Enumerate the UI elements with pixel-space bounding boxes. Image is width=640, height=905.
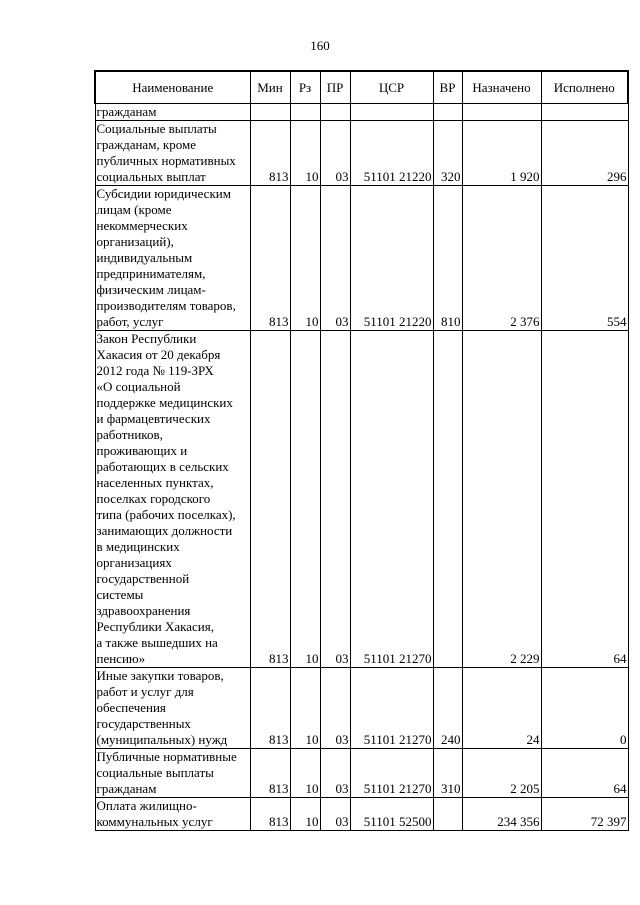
table-row [95,749,628,798]
row-vr: 320 [433,121,462,186]
table-row [95,186,628,331]
row-name: Публичные нормативные социальные выплаты гражданам [95,749,250,798]
row-rz: 10 [290,186,320,331]
budget-table [94,70,629,831]
row-assigned: 24 [462,668,541,749]
row-executed [541,104,628,121]
row-assigned [462,104,541,121]
row-vr: 310 [433,749,462,798]
row-pr: 03 [320,186,350,331]
row-min [250,104,290,121]
row-executed: 296 [541,121,628,186]
row-rz: 10 [290,121,320,186]
row-pr: 03 [320,798,350,831]
row-name: Социальные выплаты гражданам, кроме публичных нормативных социальных выплат [95,121,250,186]
header-csr: ЦСР [350,71,433,104]
header-row [95,71,628,104]
row-csr: 51101 52500 [350,798,433,831]
table-row [95,121,628,186]
row-vr: 240 [433,668,462,749]
row-name: Субсидии юридическим лицам (кроме некоммерческих организаций), индивидуальным предпринимателям, физическим лицам- производителям товаров, работ, услуг [95,186,250,331]
row-min: 813 [250,749,290,798]
row-assigned: 2 229 [462,331,541,668]
header-name: Наименование [95,71,250,104]
page-number: 160 [310,38,330,53]
row-pr: 03 [320,668,350,749]
row-name: Оплата жилищно- коммунальных услуг [95,798,250,831]
row-executed: 72 397 [541,798,628,831]
row-executed: 64 [541,749,628,798]
header-pr: ПР [320,71,350,104]
row-name: Иные закупки товаров, работ и услуг для обеспечения государственных (муниципальных) нужд [95,668,250,749]
row-min: 813 [250,798,290,831]
header-rz: Рз [290,71,320,104]
row-rz [290,104,320,121]
row-min: 813 [250,186,290,331]
row-name: Закон Республики Хакасия от 20 декабря 2012 года № 119-ЗРХ «О социальной поддержке медицинских и фармацевтических работников, проживающих и работающих в сельских населенных пунктах, поселках городского типа (рабочих поселках), занимающих должности в медицинских организациях государственной системы здравоохранения Республики Хакасия, а также вышедших на пенсию» [95,331,250,668]
table-row [95,798,628,831]
row-min: 813 [250,121,290,186]
row-vr [433,798,462,831]
row-vr: 810 [433,186,462,331]
table-row [95,668,628,749]
row-executed: 554 [541,186,628,331]
row-vr [433,331,462,668]
row-csr: 51101 21270 [350,331,433,668]
row-min: 813 [250,331,290,668]
row-assigned: 2 205 [462,749,541,798]
row-csr: 51101 21270 [350,749,433,798]
row-min: 813 [250,668,290,749]
header-assigned: Назначено [462,71,541,104]
row-csr [350,104,433,121]
row-pr: 03 [320,121,350,186]
row-name: гражданам [95,104,250,121]
row-assigned: 2 376 [462,186,541,331]
row-pr [320,104,350,121]
row-rz: 10 [290,798,320,831]
row-csr: 51101 21220 [350,186,433,331]
row-pr: 03 [320,331,350,668]
row-executed: 0 [541,668,628,749]
row-rz: 10 [290,749,320,798]
row-vr [433,104,462,121]
row-executed: 64 [541,331,628,668]
header-min: Мин [250,71,290,104]
header-vr: ВР [433,71,462,104]
row-pr: 03 [320,749,350,798]
header-executed: Исполнено [541,71,628,104]
row-csr: 51101 21220 [350,121,433,186]
row-rz: 10 [290,331,320,668]
row-rz: 10 [290,668,320,749]
row-assigned: 234 356 [462,798,541,831]
table-row [95,104,628,121]
table-row [95,331,628,668]
row-assigned: 1 920 [462,121,541,186]
row-csr: 51101 21270 [350,668,433,749]
